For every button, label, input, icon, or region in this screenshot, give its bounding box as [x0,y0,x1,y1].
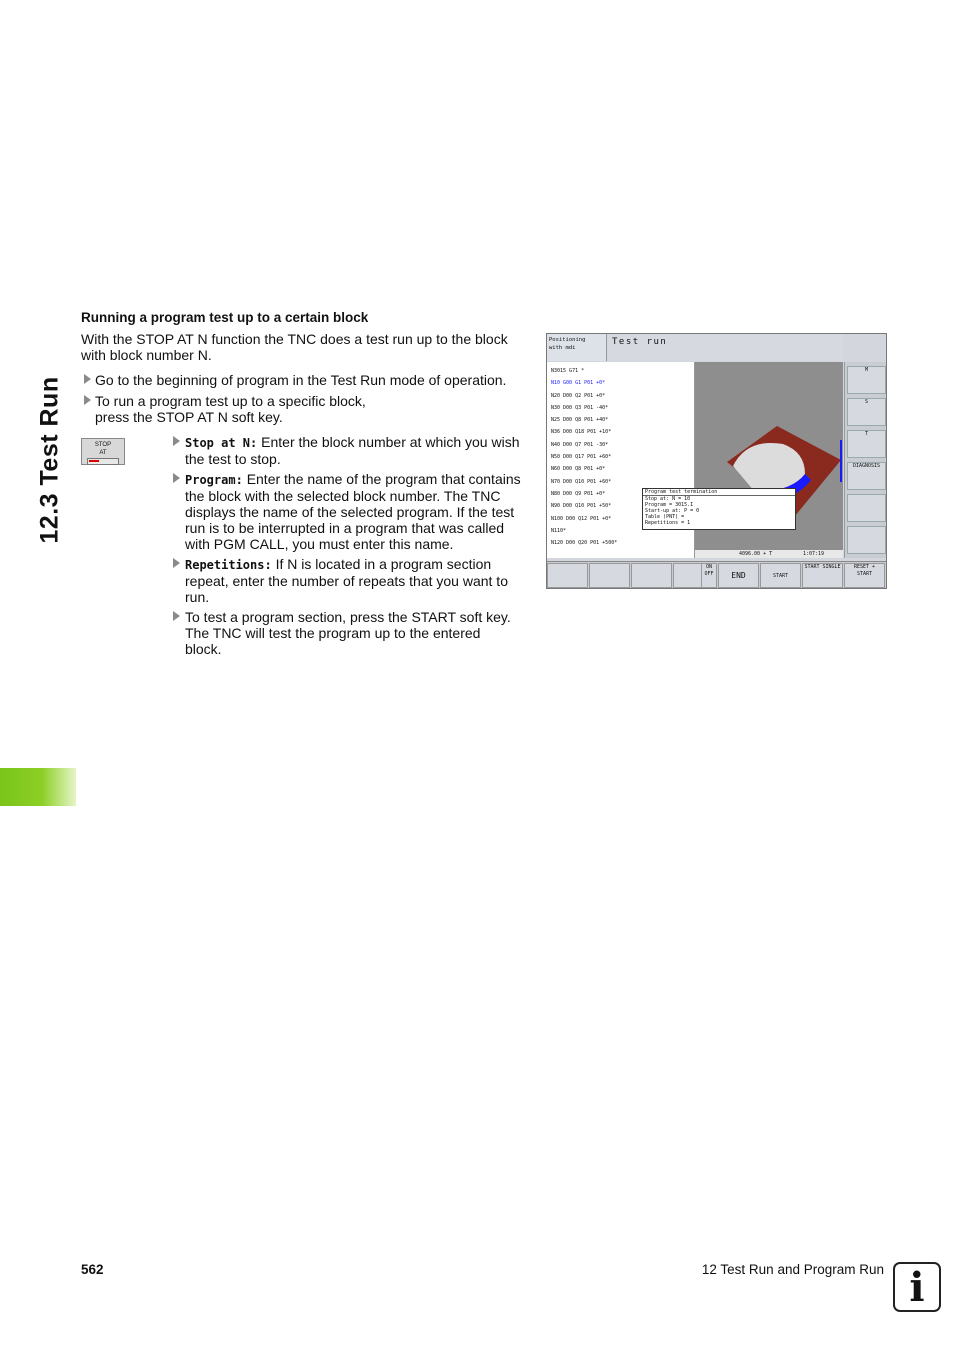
diagnosis-softkey[interactable]: DIAGNOSIS [847,462,886,490]
subitem-start: To test a program section, press the START soft key. The TNC will test the program up to the entered block. [185,609,511,657]
horizontal-softkey-bar [547,561,887,589]
t-function-softkey[interactable]: T [847,430,886,458]
chapter-tab-marker [0,768,76,806]
s-function-softkey[interactable]: S [847,398,886,426]
program-line: N30 D00 Q3 P01 -40* [551,404,609,411]
dialog-row: Repetitions = 1 [645,520,691,526]
start-single-softkey[interactable]: START SINGLE [802,563,843,588]
program-line: N80 D00 Q9 P01 +0* [551,490,606,497]
chapter-side-title: 12.3 Test Run [35,376,64,544]
subitem-stop-at-n: Stop at N: Enter the block number at which you wish the test to stop. [185,434,520,467]
workpiece-softkey[interactable] [631,563,672,588]
status-bar: 4096.00 + T 1:07:19 [695,550,843,558]
program-line: N20 D00 Q2 P01 +0* [551,392,606,399]
program-line: N100 D00 Q12 P01 +0* [551,515,612,522]
view-softkey[interactable] [547,563,588,588]
dialog-row: Program = 3015.I [645,502,694,508]
vertical-softkey-bar [844,362,887,558]
program-line: N120 D00 Q20 P01 +500* [551,540,618,547]
start-softkey[interactable]: START [760,563,801,588]
program-line: N90 D00 Q10 P01 +50* [551,503,612,510]
mode-indicator: Positioning with mdi [547,334,607,361]
program-line: N36 D00 Q18 P01 +10* [551,429,612,436]
m-function-softkey[interactable]: M [847,366,886,394]
program-line-active: N10 G00 G1 P01 +0* [551,380,606,387]
program-line: N110* [551,527,567,534]
program-line: N3015 G71 * [551,368,585,374]
bullet-arrow-icon [173,436,180,446]
dialog-row: Start-up at: P = 0 [645,508,700,514]
page-number: 562 [81,1262,104,1277]
subitem-repetitions: Repetitions: If N is located in a program section repeat, enter the number of repeats that you want to run. [185,556,508,605]
step-go-to-beginning: Go to the beginning of program in the Test Run mode of operation. [95,372,507,388]
chapter-footer-title: 12 Test Run and Program Run [701,1262,884,1277]
bullet-arrow-icon [173,611,180,621]
program-test-termination-dialog: Program test termination Stop at: N = 10 Program = 3015.I Start-up at: P = 0 Table (PNT) = Repetitions = 1 [642,488,796,530]
tnc-screenshot [546,333,887,589]
screen-title: Test run [608,334,843,361]
program-line: N25 D00 Q8 P01 +40* [551,417,609,424]
softkey-arrow-icon [87,458,119,465]
program-line: N60 D00 Q8 P01 +0* [551,466,606,473]
end-softkey[interactable]: END [718,563,759,588]
section-heading: Running a program test up to a certain block [81,310,369,325]
dialog-row: Stop at: N = 10 [645,496,691,502]
layout-softkey[interactable] [589,563,630,588]
program-line: N40 D00 Q7 P01 -30* [551,441,609,448]
reset-start-softkey[interactable]: RESET + START [844,563,885,588]
program-line: N50 D00 Q17 P01 +60* [551,454,612,461]
dialog-row: Table (PNT) = [645,514,685,520]
intro-paragraph: With the STOP AT N function the TNC does a test run up to the block with block number N. [81,331,508,363]
bullet-arrow-icon [84,395,91,405]
program-line: N70 D00 Q10 P01 +60* [551,478,612,485]
subitem-program: Program: Enter the name of the program that contains the block with the selected block number. The TNC displays the name of the selected program. If the test run is to be interrupted in a program that was called with PGM CALL, you must enter this name. [185,471,521,552]
empty-softkey[interactable] [847,494,886,522]
step-stop-at-n: To run a program test up to a specific block, press the STOP AT N soft key. [95,393,366,425]
stop-at-n-softkey[interactable]: STOP AT [81,438,125,465]
empty-softkey[interactable] [847,526,886,554]
bullet-arrow-icon [173,473,180,483]
bullet-arrow-icon [173,558,180,568]
info-icon: i [893,1262,941,1312]
bullet-arrow-icon [84,374,91,384]
on-off-softkey[interactable]: ON OFF [701,563,717,588]
